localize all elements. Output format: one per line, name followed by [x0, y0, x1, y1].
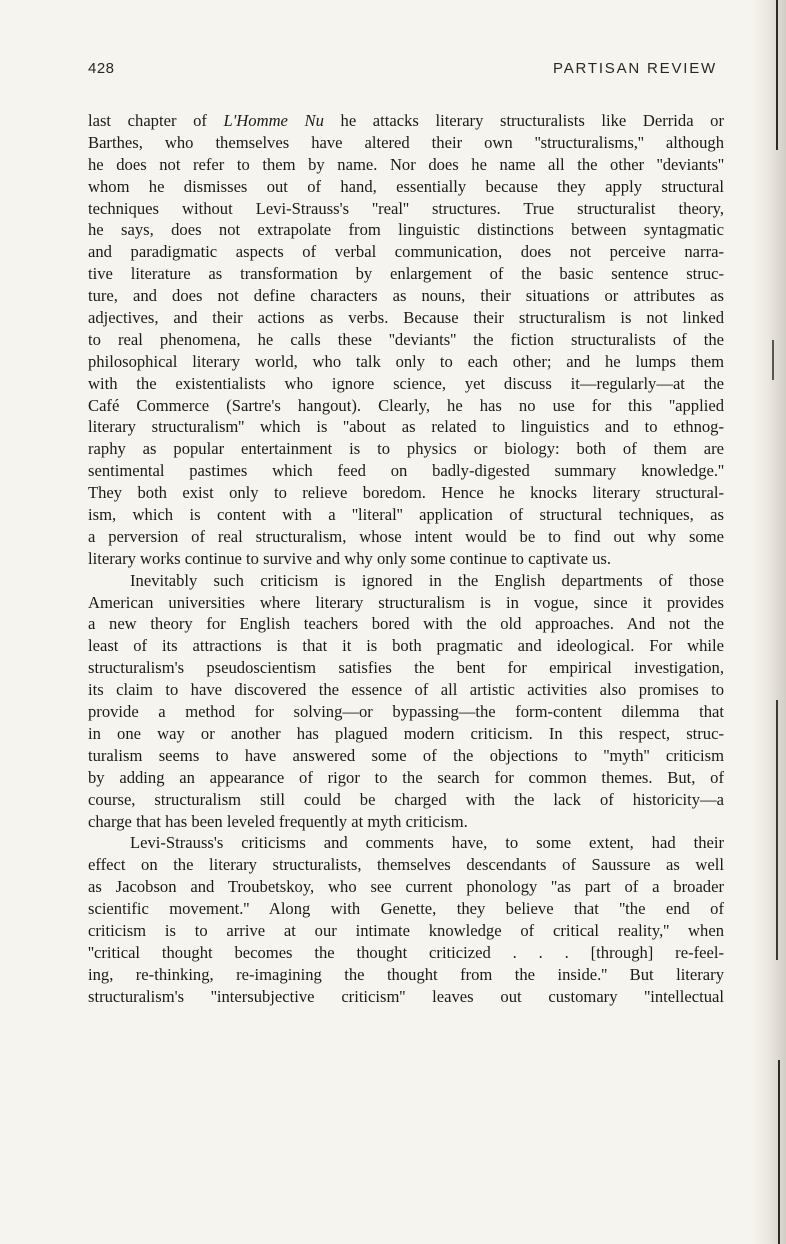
text-line	[88, 920, 724, 942]
text-line	[88, 811, 724, 833]
text-segment: Barthes, who themselves have altered their own ''structuralisms,'' although	[88, 132, 724, 152]
binding-line	[772, 340, 774, 380]
text-line	[88, 416, 724, 438]
text-line	[88, 964, 724, 986]
text-segment: tive literature as transformation by enlargement of the basic sentence struc-	[88, 264, 724, 284]
running-head: PARTISAN REVIEW	[553, 60, 717, 77]
text-segment: effect on the literary structuralists, themselves descendants of Saussure as well	[88, 855, 724, 875]
text-segment: American universities where literary structuralism is in vogue, since it provides	[88, 592, 724, 612]
binding-line	[776, 0, 778, 150]
text-segment: to real phenomena, he calls these ''deviants'' the fiction structuralists of the	[88, 329, 724, 349]
text-line	[88, 723, 724, 745]
text-line	[88, 986, 724, 1008]
text-segment: a perversion of real structuralism, whose intent would be to find out why some	[88, 526, 724, 546]
text-line	[88, 613, 724, 635]
text-line	[88, 154, 724, 176]
text-line	[88, 198, 724, 220]
text-line	[88, 570, 724, 592]
text-line	[88, 219, 724, 241]
text-line	[88, 285, 724, 307]
text-line	[88, 176, 724, 198]
text-segment: adjectives, and their actions as verbs. Because their structuralism is not linked	[88, 308, 724, 328]
text-segment: Inevitably such criticism is ignored in the English departments of those	[130, 570, 724, 590]
text-segment: ture, and does not define characters as nouns, their situations or attributes as	[88, 286, 724, 306]
page-header	[88, 60, 717, 84]
text-line	[88, 504, 724, 526]
text-segment: he says, does not extrapolate from linguistic distinctions between syntagmatic	[88, 220, 724, 240]
text-segment: ing, re-thinking, re-imagining the thought from the inside.'' But literary	[88, 964, 724, 984]
body-text	[88, 110, 724, 1008]
text-segment: he attacks literary structuralists like Derrida or	[323, 111, 725, 130]
text-segment: charge that has been leveled frequently at myth criticism.	[88, 811, 468, 831]
text-segment: techniques without Levi-Strauss's ''real'' structures. True structuralist theory,	[88, 198, 724, 218]
text-segment: turalism seems to have answered some of the objections to ''myth'' criticism	[88, 745, 724, 765]
text-segment: structuralism's ''intersubjective criticism'' leaves out customary ''intellectual	[88, 986, 724, 1006]
text-segment: last chapter of	[88, 111, 224, 130]
text-line	[88, 942, 724, 964]
binding-line	[778, 1060, 780, 1244]
text-line	[88, 854, 724, 876]
text-segment: its claim to have discovered the essence of all artistic activities also promises to	[88, 680, 724, 700]
text-line	[88, 241, 724, 263]
text-line	[88, 438, 724, 460]
text-segment: scientific movement.'' Along with Genette, they believe that ''the end of	[88, 899, 724, 919]
text-segment: ''critical thought becomes the thought criticized . . . [through] re-feel-	[88, 942, 724, 962]
text-segment: a new theory for English teachers bored with the old approaches. And not the	[88, 614, 724, 634]
text-line	[88, 351, 724, 373]
page-number: 428	[88, 60, 115, 77]
text-segment: as Jacobson and Troubetskoy, who see current phonology ''as part of a broader	[88, 877, 724, 897]
paragraph	[88, 570, 724, 833]
text-segment: whom he dismisses out of hand, essentially because they apply structural	[88, 176, 724, 196]
text-line	[88, 132, 724, 154]
text-line	[88, 657, 724, 679]
text-line	[88, 898, 724, 920]
text-line	[88, 767, 724, 789]
text-segment: he does not refer to them by name. Nor does he name all the other ''deviants''	[88, 154, 724, 174]
text-line	[88, 482, 724, 504]
text-line	[88, 395, 724, 417]
text-line	[88, 876, 724, 898]
text-segment: course, structuralism still could be charged with the lack of historicity—a	[88, 789, 724, 809]
paragraph	[88, 110, 724, 570]
text-line	[88, 110, 724, 132]
text-line	[88, 263, 724, 285]
text-line	[88, 526, 724, 548]
text-line	[88, 548, 724, 570]
binding-line	[776, 700, 778, 960]
text-segment: structuralism's pseudoscientism satisfies the bent for empirical investigation,	[88, 658, 724, 678]
text-line	[88, 307, 724, 329]
text-segment: philosophical literary world, who talk only to each other; and he lumps them	[88, 351, 724, 371]
text-segment: They both exist only to relieve boredom. Hence he knocks literary structural-	[88, 483, 724, 503]
text-line	[88, 329, 724, 351]
text-segment: least of its attractions is that it is both pragmatic and ideological. For while	[88, 636, 724, 656]
text-line	[88, 373, 724, 395]
text-segment: provide a method for solving—or bypassing—the form-content dilemma that	[88, 702, 724, 722]
text-segment: ism, which is content with a ''literal'' application of structural techniques, as	[88, 505, 724, 525]
text-line	[88, 592, 724, 614]
text-line	[88, 679, 724, 701]
text-segment: sentimental pastimes which feed on badly-digested summary knowledge.''	[88, 461, 724, 481]
text-line	[88, 460, 724, 482]
binding-edge	[752, 0, 786, 1244]
text-segment: criticism is to arrive at our intimate knowledge of critical reality,'' when	[88, 920, 724, 940]
text-segment: Levi-Strauss's criticisms and comments have, to some extent, had their	[130, 833, 724, 853]
text-line	[88, 789, 724, 811]
text-segment: with the existentialists who ignore science, yet discuss it—regularly—at the	[88, 373, 724, 393]
text-line	[88, 832, 724, 854]
text-segment: literary structuralism'' which is ''about as related to linguistics and to ethnog-	[88, 417, 724, 437]
text-segment: and paradigmatic aspects of verbal communication, does not perceive narra-	[88, 242, 724, 262]
paragraph	[88, 832, 724, 1007]
text-segment: raphy as popular entertainment is to physics or biology: both of them are	[88, 439, 724, 459]
text-segment: literary works continue to survive and why only some continue to captivate us.	[88, 548, 612, 568]
book-title: L'Homme Nu	[223, 111, 324, 130]
text-line	[88, 635, 724, 657]
text-segment: in one way or another has plagued modern criticism. In this respect, struc-	[88, 723, 724, 743]
text-line	[88, 701, 724, 723]
text-segment: by adding an appearance of rigor to the search for common themes. But, of	[88, 767, 724, 787]
text-segment: Café Commerce (Sartre's hangout). Clearly, he has no use for this ''applied	[88, 395, 724, 415]
text-line	[88, 745, 724, 767]
